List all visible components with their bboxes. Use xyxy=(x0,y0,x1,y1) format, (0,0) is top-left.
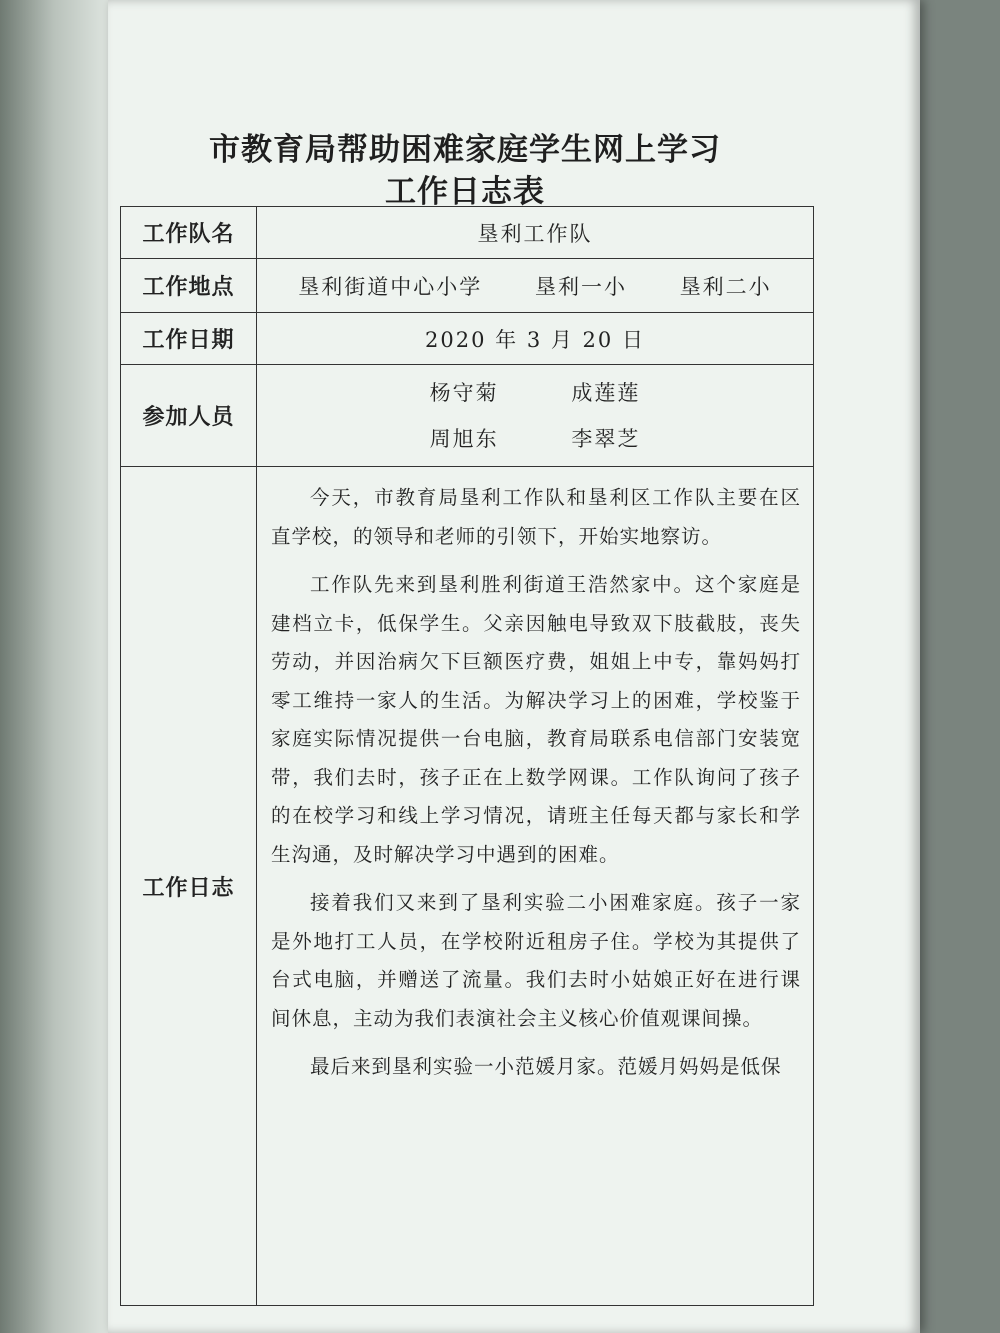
log-paragraph-2: 工作队先来到垦利胜利街道王浩然家中。这个家庭是建档立卡，低保学生。父亲因触电导致双下肢截肢，丧失劳动，并因治病欠下巨额医疗费，姐姐上中专，靠妈妈打零工维持一家人的生活。为解决学习上的困难，学校鉴于家庭实际情况提供一台电脑，教育局联系电信部门安装宽带，我们去时，孩子正在上数学网课。工作队询问了孩子的在校学习和线上学习情况，请班主任每天都与家长和学生沟通，及时解决学习中遇到的困难。 xyxy=(271,573,801,866)
log-paragraph-4: 最后来到垦利实验一小范媛月家。范媛月妈妈是低保 xyxy=(310,1055,782,1078)
participant-name: 杨守菊 xyxy=(429,380,499,405)
location-row xyxy=(121,259,814,313)
work-log-table xyxy=(120,206,814,1306)
date-label: 工作日期 xyxy=(121,313,257,365)
location-label: 工作地点 xyxy=(121,259,257,313)
log-row xyxy=(121,467,814,1306)
log-paragraph-1: 今天，市教育局垦利工作队和垦利区工作队主要在区直学校，的领导和老师的引领下，开始实地察访。 xyxy=(271,486,801,548)
team-label: 工作队名 xyxy=(121,207,257,259)
log-paragraph-3: 接着我们又来到了垦利实验二小困难家庭。孩子一家是外地打工人员，在学校附近租房子住。学校为其提供了台式电脑，并赠送了流量。我们去时小姑娘正好在进行课间休息，主动为我们表演社会主义核心价值观课间操。 xyxy=(271,891,801,1030)
background-surface xyxy=(920,0,1000,1333)
team-value: 垦利工作队 xyxy=(257,207,814,259)
participants-line-1 xyxy=(257,370,813,416)
location-school-1: 垦利街道中心小学 xyxy=(298,274,483,299)
participants-value xyxy=(257,365,814,467)
location-school-3: 垦利二小 xyxy=(679,274,772,299)
participant-name: 李翠芝 xyxy=(571,426,641,451)
team-row xyxy=(121,207,814,259)
document-title: 市教育局帮助困难家庭学生网上学习 xyxy=(209,132,721,168)
log-body xyxy=(257,467,814,1306)
location-value xyxy=(257,259,814,313)
date-row xyxy=(121,313,814,365)
location-school-2: 垦利一小 xyxy=(535,274,627,299)
log-text xyxy=(257,467,813,1087)
log-label: 工作日志 xyxy=(121,467,257,1306)
participants-row xyxy=(121,365,814,467)
participants-line-2 xyxy=(257,416,813,462)
document-subtitle: 工作日志表 xyxy=(385,174,545,210)
date-value: 2020 年 3 月 20 日 xyxy=(257,313,814,365)
participants-label: 参加人员 xyxy=(121,365,257,467)
participant-name: 成莲莲 xyxy=(571,380,641,405)
participant-name: 周旭东 xyxy=(429,426,499,451)
